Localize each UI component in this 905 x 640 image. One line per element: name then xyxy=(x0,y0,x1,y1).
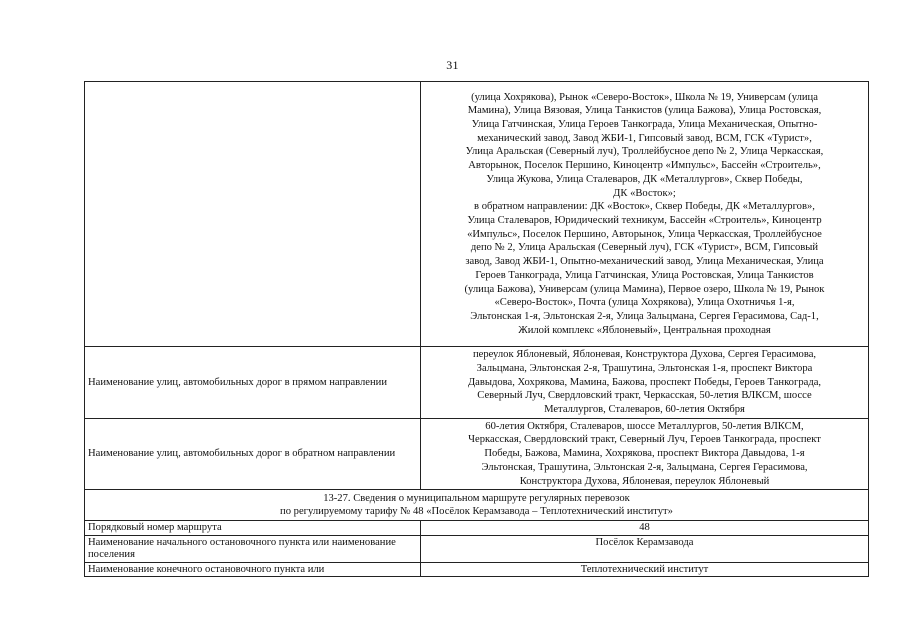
table-row xyxy=(85,521,869,536)
route-number-value: 48 xyxy=(421,521,869,536)
row-label: Наименование улиц, автомобильных дорог в прямом направлении xyxy=(85,347,421,419)
street-line: Давыдова, Хохрякова, Мамина, Бажова, проспект Победы, Героев Танкограда, xyxy=(467,376,822,388)
row-label: Наименование начального остановочного пункта или наименование поселения xyxy=(85,535,421,562)
street-line: Северный Луч, Свердловский тракт, Черкасская, 50-летия ВЛКСМ, шоссе xyxy=(477,390,812,402)
street-line: Эльтонская, Трашутина, Эльтонская 2-я, Зальцмана, Сергея Герасимова, xyxy=(481,461,808,473)
street-line: Металлургов, Сталеваров, 60-летия Октября xyxy=(544,404,745,416)
street-line: переулок Яблоневый, Яблоневая, Конструктора Духова, Сергея Герасимова, xyxy=(472,349,817,361)
table-row xyxy=(85,419,869,490)
stops-line: Улица Аральская (Северный луч), Троллейбусное депо № 2, Улица Черкасская, xyxy=(465,146,824,158)
section-heading xyxy=(85,490,869,521)
stops-line: Эльтонская 1-я, Эльтонская 2-я, Улица Зальцмана, Сергея Герасимова, Сад-1, xyxy=(470,310,819,322)
stops-line: Мамина), Улица Вязовая, Улица Танкистов (улица Бажова), Улица Ростовская, xyxy=(467,105,822,117)
street-line: Черкасская, Свердловский тракт, Северный Луч, Героев Танкограда, проспект xyxy=(468,434,821,446)
stops-line: (улица Хохрякова), Рынок «Северо-Восток», Школа № 19, Универсам (улица xyxy=(471,91,818,103)
route-table xyxy=(84,81,869,577)
page-number: 31 xyxy=(446,58,459,72)
stops-line: Авторынок, Поселок Першино, Киноцентр «Импульс», Бассейн «Строитель», xyxy=(468,160,821,172)
street-line: 60-летия Октября, Сталеваров, шоссе Металлургов, 50-летия ВЛКСМ, xyxy=(485,420,804,432)
end-stop-value: Теплотехнический институт xyxy=(421,562,869,577)
street-line: Победы, Бажова, Мамина, Хохрякова, проспект Виктора Давыдова, 1-я xyxy=(484,448,805,460)
stops-line: Улица Жукова, Улица Сталеваров, ДК «Металлургов», Сквер Победы, xyxy=(486,173,803,185)
table-row xyxy=(85,82,869,347)
stops-line: (улица Бажова), Универсам (улица Мамина), Первое озеро, Школа № 19, Рынок xyxy=(464,283,825,295)
row-label: Наименование конечного остановочного пункта или xyxy=(85,562,421,577)
stops-line: Героев Танкограда, Улица Гатчинская, Улица Ростовская, Улица Танкистов xyxy=(475,269,814,281)
stops-line: «Северо-Восток», Почта (улица Хохрякова), Улица Охотничья 1-я, xyxy=(494,297,795,309)
stops-line: в обратном направлении: ДК «Восток», Сквер Победы, ДК «Металлургов», xyxy=(474,201,815,213)
table-row xyxy=(85,562,869,577)
section-heading-row xyxy=(85,490,869,521)
stops-list-cell xyxy=(421,82,869,347)
stops-line: Жилой комплекс «Яблоневый», Центральная проходная xyxy=(518,324,771,336)
stops-line: «Импульс», Поселок Першино, Авторынок, Улица Черкасская, Троллейбусное xyxy=(467,228,822,240)
start-stop-value: Посёлок Керамзавода xyxy=(421,535,869,562)
section-heading-line: по регулируемому тарифу № 48 «Посёлок Керамзавода – Теплотехнический институт» xyxy=(280,506,673,517)
section-heading-line: 13-27. Сведения о муниципальном маршруте регулярных перевозок xyxy=(323,492,630,504)
row-label xyxy=(85,82,421,347)
stops-line: механический завод, Завод ЖБИ-1, Гипсовый завод, ВСМ, ГСК «Турист», xyxy=(477,132,812,144)
reverse-streets-cell xyxy=(421,419,869,490)
street-line: Конструктора Духова, Яблоневая, переулок Яблоневый xyxy=(519,475,770,487)
stops-line: завод, Завод ЖБИ-1, Опытно-механический завод, Улица Механическая, Улица xyxy=(465,256,824,268)
street-line: Зальцмана, Эльтонская 2-я, Трашутина, Эльтонская 1-я, проспект Виктора xyxy=(476,362,813,374)
row-label: Порядковый номер маршрута xyxy=(85,521,421,536)
stops-line: ДК «Восток»; xyxy=(613,187,676,199)
stops-line: депо № 2, Улица Аральская (Северный луч), ГСК «Турист», ВСМ, Гипсовый xyxy=(470,242,819,254)
stops-line: Улица Сталеваров, Юридический техникум, Бассейн «Строитель», Киноцентр xyxy=(467,215,822,226)
forward-streets-cell xyxy=(421,347,869,419)
table-row xyxy=(85,535,869,562)
row-label: Наименование улиц, автомобильных дорог в обратном направлении xyxy=(85,419,421,490)
table-row xyxy=(85,347,869,419)
stops-line: Улица Гатчинская, Улица Героев Танкограда, Улица Механическая, Опытно- xyxy=(471,119,818,131)
